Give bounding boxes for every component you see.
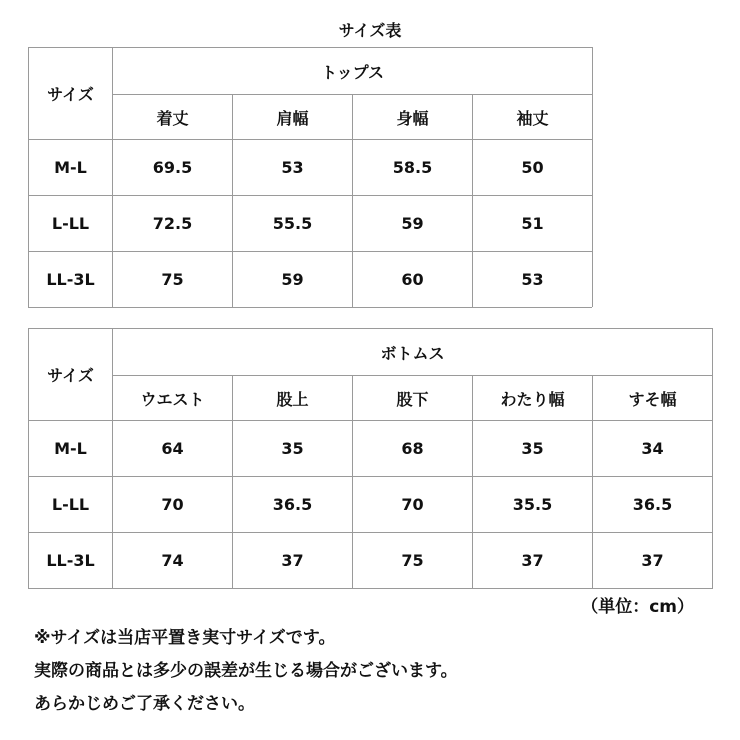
size-cell: LL-3L (29, 252, 113, 308)
value-cell: 37 (593, 533, 713, 589)
empty-cell (593, 48, 713, 308)
unit-label: （単位：cm） (581, 597, 694, 617)
column-header: 身幅 (353, 95, 473, 140)
column-header: ウエスト (113, 376, 233, 421)
value-cell: 37 (233, 533, 353, 589)
column-header: わたり幅 (473, 376, 593, 421)
value-cell: 37 (473, 533, 593, 589)
value-cell: 35 (473, 421, 593, 477)
value-cell: 59 (353, 196, 473, 252)
table-row (29, 533, 713, 589)
table-row (29, 477, 713, 533)
value-cell: 75 (113, 252, 233, 308)
value-cell: 75 (353, 533, 473, 589)
column-header: 袖丈 (473, 95, 593, 140)
page-title: サイズ表 (338, 21, 402, 40)
size-cell: M-L (29, 140, 113, 196)
bottoms-group-header: ボトムス (113, 329, 713, 376)
table-row (29, 421, 713, 477)
tops-group-header: トップス (113, 48, 593, 95)
value-cell: 68 (353, 421, 473, 477)
size-header: サイズ (29, 48, 113, 140)
value-cell: 53 (473, 252, 593, 308)
value-cell: 34 (593, 421, 713, 477)
value-cell: 70 (353, 477, 473, 533)
value-cell: 50 (473, 140, 593, 196)
note-line: ※サイズは当店平置き実寸サイズです。 (34, 628, 336, 648)
value-cell: 35.5 (473, 477, 593, 533)
column-header: すそ幅 (593, 376, 713, 421)
value-cell: 58.5 (353, 140, 473, 196)
column-header: 股上 (233, 376, 353, 421)
value-cell: 53 (233, 140, 353, 196)
value-cell: 36.5 (593, 477, 713, 533)
value-cell: 35 (233, 421, 353, 477)
size-cell: M-L (29, 421, 113, 477)
size-header: サイズ (29, 329, 113, 421)
value-cell: 70 (113, 477, 233, 533)
value-cell: 51 (473, 196, 593, 252)
column-header: 着丈 (113, 95, 233, 140)
value-cell: 64 (113, 421, 233, 477)
column-header: 股下 (353, 376, 473, 421)
size-cell: LL-3L (29, 533, 113, 589)
notes (34, 624, 458, 723)
column-header: 肩幅 (233, 95, 353, 140)
value-cell: 55.5 (233, 196, 353, 252)
value-cell: 59 (233, 252, 353, 308)
size-cell: L-LL (29, 477, 113, 533)
note-line: あらかじめご了承ください。 (34, 694, 255, 714)
size-cell: L-LL (29, 196, 113, 252)
value-cell: 72.5 (113, 196, 233, 252)
tops-size-table (28, 47, 713, 308)
value-cell: 36.5 (233, 477, 353, 533)
value-cell: 69.5 (113, 140, 233, 196)
value-cell: 60 (353, 252, 473, 308)
value-cell: 74 (113, 533, 233, 589)
bottoms-size-table (28, 328, 713, 589)
note-line: 実際の商品とは多少の誤差が生じる場合がございます。 (34, 661, 458, 681)
